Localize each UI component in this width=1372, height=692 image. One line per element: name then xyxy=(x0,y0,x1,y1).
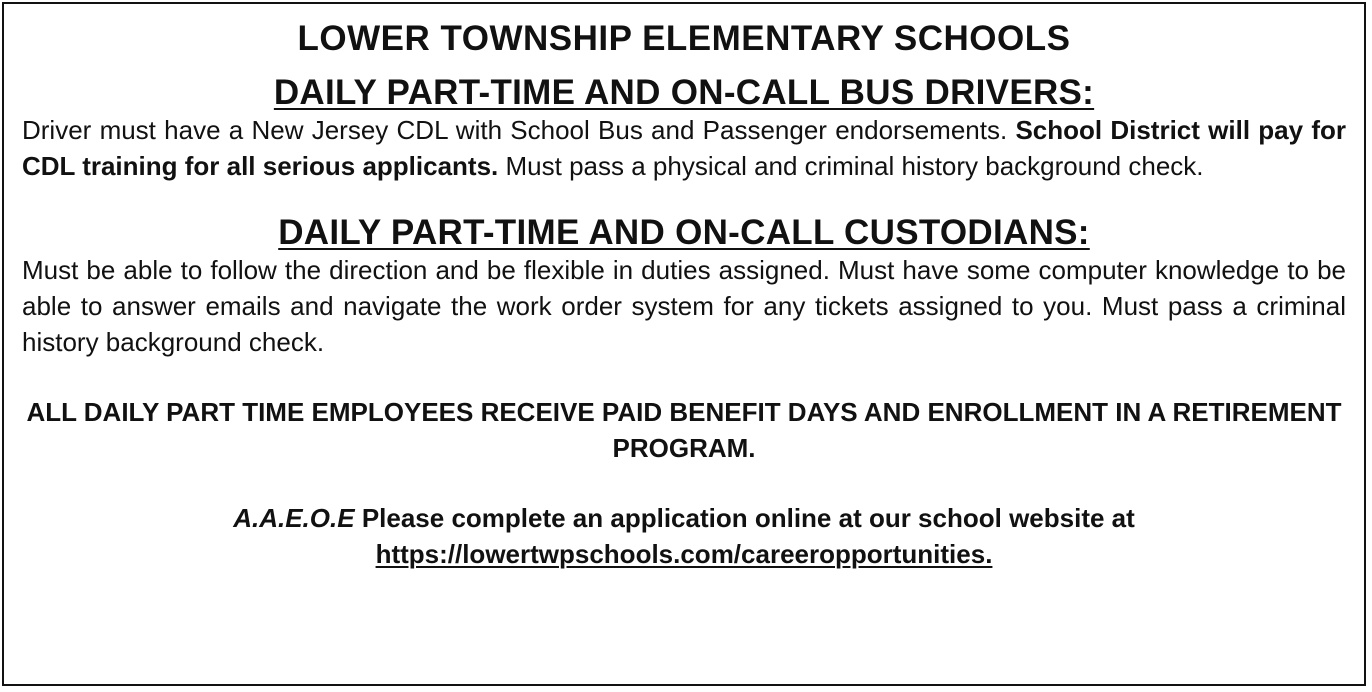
eoe-label: A.A.E.O.E xyxy=(233,503,355,533)
bus-drivers-text-1: Driver must have a New Jersey CDL with School Bus and Passenger endorsements. xyxy=(22,115,1008,145)
benefits-notice: ALL DAILY PART TIME EMPLOYEES RECEIVE PAID BENEFIT DAYS AND ENROLLMENT IN A RETIREMENT PROGRAM. xyxy=(26,397,1342,463)
career-opportunities-link[interactable]: https://lowertwpschools.com/careeropportunities. xyxy=(375,539,993,569)
apply-text: Please complete an application online at our school website at xyxy=(361,503,1135,533)
bus-drivers-text-2: Must pass a physical and criminal history background check. xyxy=(505,151,1204,181)
bus-drivers-description xyxy=(22,112,1346,184)
job-ad xyxy=(2,2,1366,686)
bus-drivers-training-note: School District will pay for CDL training for all serious applicants. xyxy=(22,115,1346,181)
custodians-heading xyxy=(22,214,1346,252)
apply-notice xyxy=(22,500,1346,572)
ad-title: LOWER TOWNSHIP ELEMENTARY SCHOOLS xyxy=(297,19,1071,58)
custodians-heading-text: DAILY PART-TIME AND ON-CALL CUSTODIANS: xyxy=(278,213,1090,252)
bus-drivers-heading xyxy=(22,74,1346,112)
custodians-description: Must be able to follow the direction and be flexible in duties assigned. Must have some computer knowledge to be able to answer emails and navigate the work order system for any tickets assigned to you. Must pass a criminal history background check. xyxy=(22,255,1346,357)
ad-content xyxy=(22,4,1346,572)
bus-drivers-heading-text: DAILY PART-TIME AND ON-CALL BUS DRIVERS: xyxy=(273,73,1095,112)
